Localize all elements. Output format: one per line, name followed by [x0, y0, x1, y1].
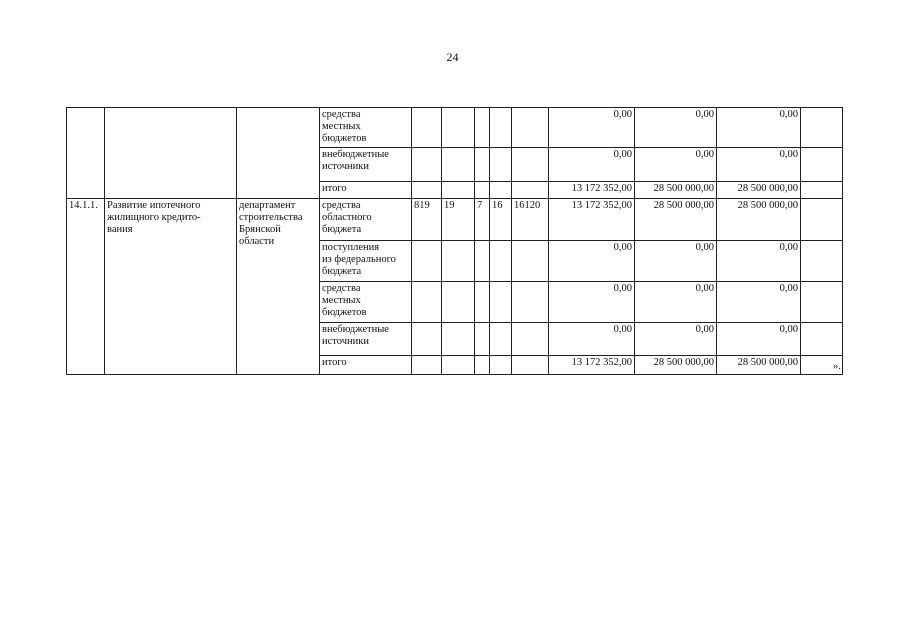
value-cell: 0,00: [717, 108, 801, 148]
source-cell: [320, 199, 412, 241]
code-cell: [475, 356, 490, 375]
source-cell: [320, 182, 412, 199]
code-cell: [442, 356, 475, 375]
code-cell: [412, 241, 442, 282]
code-cell: [490, 148, 512, 182]
source-cell: [320, 323, 412, 356]
code-cell: [512, 241, 549, 282]
value-cell: 28 500 000,00: [717, 356, 801, 375]
code-cell: [512, 148, 549, 182]
code-cell: [412, 282, 442, 323]
source-cell-line: местных: [322, 121, 361, 132]
source-cell-line: внебюджетные: [322, 149, 389, 160]
source-cell-line: местных: [322, 295, 361, 306]
code-cell: [475, 182, 490, 199]
item-name-line: жилищного кредито-: [107, 212, 201, 223]
last-cell: [801, 241, 843, 282]
table-row: [67, 108, 843, 148]
code-cell: [442, 148, 475, 182]
value-cell: 0,00: [549, 148, 635, 182]
code-cell: [442, 182, 475, 199]
value-cell: 0,00: [549, 323, 635, 356]
source-cell-line: поступления: [322, 242, 380, 253]
item-name-line: вания: [107, 224, 133, 235]
source-cell: [320, 241, 412, 282]
code-cell: [442, 241, 475, 282]
value-cell: 28 500 000,00: [635, 182, 717, 199]
source-cell-line: средства: [322, 109, 361, 120]
code-cell: [490, 323, 512, 356]
code-cell: [442, 282, 475, 323]
value-cell: 0,00: [635, 323, 717, 356]
executor-cell: [237, 108, 320, 199]
source-cell-line: бюджета: [322, 266, 362, 277]
code-cell: [512, 323, 549, 356]
source-cell-line: источники: [322, 161, 369, 172]
source-cell-line: бюджетов: [322, 133, 367, 144]
source-cell-line: итого: [322, 357, 347, 368]
value-cell: 0,00: [635, 282, 717, 323]
last-cell: [801, 199, 843, 241]
code-cell: [490, 182, 512, 199]
code-cell: [475, 282, 490, 323]
code-cell: [490, 356, 512, 375]
last-cell: [801, 108, 843, 148]
item-executor-line: области: [239, 236, 275, 247]
last-cell: [801, 323, 843, 356]
code-cell: [490, 241, 512, 282]
code-cell: [442, 323, 475, 356]
last-cell: [801, 282, 843, 323]
value-cell: 0,00: [717, 323, 801, 356]
value-cell: 0,00: [635, 148, 717, 182]
value-cell: 0,00: [635, 108, 717, 148]
code-cell: 819: [412, 199, 442, 241]
source-cell-line: итого: [322, 183, 347, 194]
code-cell: [490, 282, 512, 323]
value-cell: 0,00: [549, 108, 635, 148]
source-cell-line: из федерального: [322, 254, 396, 265]
source-cell-line: бюджета: [322, 224, 362, 235]
code-cell: 7: [475, 199, 490, 241]
value-cell: 0,00: [717, 241, 801, 282]
code-cell: 16120: [512, 199, 549, 241]
source-cell-line: средства: [322, 283, 361, 294]
number-cell: [67, 108, 105, 199]
source-cell-line: внебюджетные: [322, 324, 389, 335]
code-cell: [512, 282, 549, 323]
item-executor-line: Брянской: [239, 224, 281, 235]
code-cell: [412, 108, 442, 148]
code-cell: [412, 323, 442, 356]
item-name-line: Развитие ипотечного: [107, 200, 201, 211]
value-cell: 0,00: [635, 241, 717, 282]
item-number: 14.1.1.: [67, 199, 105, 375]
value-cell: 28 500 000,00: [635, 199, 717, 241]
name-cell: [105, 108, 237, 199]
code-cell: [475, 108, 490, 148]
code-cell: [512, 356, 549, 375]
source-cell: [320, 356, 412, 375]
code-cell: [442, 108, 475, 148]
item-executor: [237, 199, 320, 375]
last-cell: [801, 182, 843, 199]
value-cell: 0,00: [549, 282, 635, 323]
source-cell-line: средства: [322, 200, 361, 211]
item-executor-line: строительства: [239, 212, 303, 223]
budget-table: [66, 107, 843, 375]
item-executor-line: департамент: [239, 200, 296, 211]
source-cell-line: областного: [322, 212, 372, 223]
value-cell: 0,00: [717, 282, 801, 323]
page-number: 24: [446, 50, 459, 64]
item-name: [105, 199, 237, 375]
source-cell-line: бюджетов: [322, 307, 367, 318]
closing-quote: ».: [833, 361, 841, 372]
value-cell: 13 172 352,00: [549, 182, 635, 199]
code-cell: [512, 182, 549, 199]
source-cell: [320, 282, 412, 323]
code-cell: 19: [442, 199, 475, 241]
value-cell: 28 500 000,00: [717, 199, 801, 241]
code-cell: [412, 182, 442, 199]
value-cell: 0,00: [717, 148, 801, 182]
code-cell: [475, 241, 490, 282]
value-cell: 28 500 000,00: [717, 182, 801, 199]
table-row: [67, 199, 843, 241]
last-cell: [801, 148, 843, 182]
source-cell-line: источники: [322, 336, 369, 347]
source-cell: [320, 148, 412, 182]
code-cell: [490, 108, 512, 148]
value-cell: 28 500 000,00: [635, 356, 717, 375]
value-cell: 13 172 352,00: [549, 356, 635, 375]
code-cell: [475, 323, 490, 356]
code-cell: [412, 148, 442, 182]
value-cell: 0,00: [549, 241, 635, 282]
code-cell: [475, 148, 490, 182]
code-cell: [512, 108, 549, 148]
code-cell: 16: [490, 199, 512, 241]
code-cell: [412, 356, 442, 375]
source-cell: [320, 108, 412, 148]
value-cell: 13 172 352,00: [549, 199, 635, 241]
